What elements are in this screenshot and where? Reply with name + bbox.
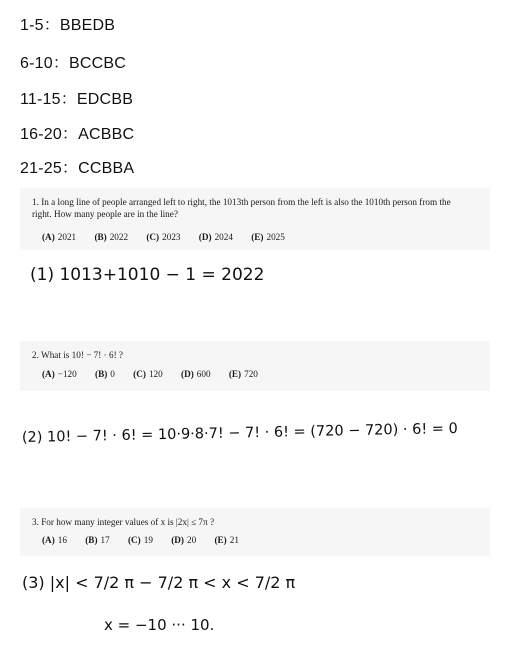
problem-3-choice-b: (B) 17 <box>85 535 110 545</box>
handwritten-solution-3: (3) |x| < 7/2 π − 7/2 π < x < 7/2 π <box>22 573 296 592</box>
answer-line-1: 1-5：BBEDB <box>20 17 116 34</box>
answer-line-2: 6-10：BCCBC <box>20 55 127 72</box>
answer-line-4: 16-20：ACBBC <box>20 126 135 143</box>
problem-1-choice-a: (A) 2021 <box>42 232 77 242</box>
problem-3-choice-e: (E) 21 <box>214 535 239 545</box>
problem-3-number: 3. <box>32 517 39 527</box>
problem-3-choice-c: (C) 19 <box>127 535 153 545</box>
problem-3-choice-a: (A) 16 <box>42 535 67 545</box>
problem-1-text: In a long line of people arranged left to right, the 1013th person from the left is also the 1010th person from the right. How many people are in the line? <box>32 197 451 219</box>
problem-1-choice-b: (B) 2022 <box>94 232 129 242</box>
problem-2-choice-e: (E) 720 <box>228 369 258 379</box>
handwritten-solution-3-range: x = −10 ··· 10. <box>104 616 215 634</box>
handwritten-solution-1: (1) 1013+1010 − 1 = 2022 <box>30 265 265 285</box>
answer-line-5: 21-25：CCBBA <box>20 160 135 177</box>
problem-2-number: 2. <box>32 350 39 360</box>
handwritten-solution-2: (2) 10! − 7! · 6! = 10·9·8·7! − 7! · 6! = (720 − 720) · 6! = 0 <box>21 420 458 446</box>
problem-2-choice-c: (C) 120 <box>133 369 163 379</box>
answer-line-3: 11-15：EDCBB <box>20 91 134 108</box>
problem-2-text: What is 10! − 7! · 6! ? <box>41 350 124 360</box>
problem-2-choice-a: (A) −120 <box>42 369 77 379</box>
problem-1-choice-c: (C) 2023 <box>146 232 181 242</box>
problem-2-choice-d: (D) 600 <box>181 369 211 379</box>
problem-1-choice-e: (E) 2025 <box>251 232 285 242</box>
problem-3-choice-d: (D) 20 <box>171 535 197 545</box>
problem-1-number: 1. <box>32 197 39 207</box>
problem-3-text: For how many integer values of x is |2x| ≤ 7π ? <box>41 517 215 527</box>
problem-1-choice-d: (D) 2024 <box>198 232 233 242</box>
problem-2-choice-b: (B) 0 <box>95 369 115 379</box>
